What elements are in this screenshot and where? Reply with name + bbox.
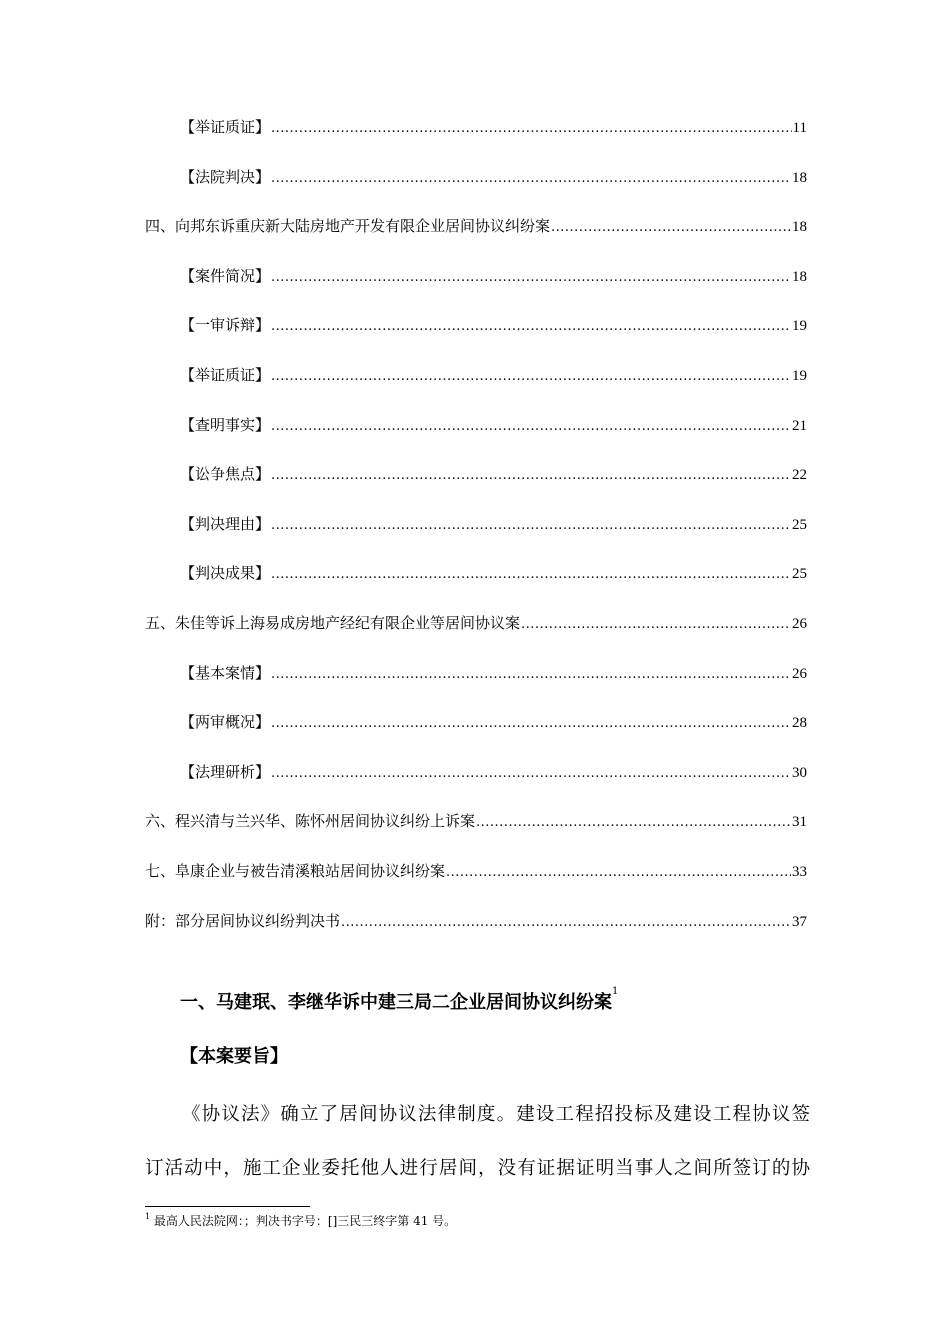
toc-entry-page: 28 [792,715,807,732]
toc-leader-dots [271,412,791,442]
toc-entry-title: 【法理研析】 [180,762,271,781]
toc-entry-page: 18 [792,169,807,186]
toc-entry-title: 【一审诉辩】 [180,316,271,335]
toc-entry[interactable] [145,162,807,212]
paragraph-line: 订活动中，施工企业委托他人进行居间，没有证据证明当事人之间所签订的协 [145,1158,810,1179]
toc-entry-title: 四、向邦东诉重庆新大陆房地产开发有限企业居间协议纠纷案 [145,217,551,236]
footnote [145,1212,456,1229]
toc-entry-title: 【案件简况】 [180,266,271,285]
toc-entry-page: 25 [792,566,807,583]
toc-leader-dots [271,511,791,541]
toc-entry[interactable] [145,410,807,460]
toc-entry-page: 30 [792,764,807,781]
toc-leader-dots [271,164,791,194]
toc-entry[interactable] [145,806,807,856]
toc-leader-dots [476,808,791,838]
toc-entry[interactable] [145,112,807,162]
toc-entry-page: 18 [792,219,807,236]
footnote-separator [145,1206,310,1207]
toc-leader-dots [271,114,792,144]
paragraph-line: 《协议法》确立了居间协议法律制度。建设工程招投标及建设工程协议签 [182,1104,810,1125]
toc-entry-page: 31 [792,814,807,831]
toc-leader-dots [341,908,791,938]
toc-entry-title: 五、朱佳等诉上海易成房地产经纪有限企业等居间协议案 [145,613,521,632]
toc-entry-page: 19 [792,367,807,384]
toc-leader-dots [521,610,791,640]
toc-entry[interactable] [145,856,807,906]
toc-entry[interactable] [145,707,807,757]
toc-leader-dots [271,660,791,690]
toc-entry[interactable] [145,757,807,807]
section-heading [180,988,618,1014]
toc-entry-page: 26 [792,665,807,682]
toc-leader-dots [271,263,791,293]
toc-entry-page: 33 [792,863,807,880]
toc-entry-page: 21 [792,417,807,434]
footnote-mark: 1 [145,1212,151,1221]
toc-entry[interactable] [145,310,807,360]
toc-entry[interactable] [145,360,807,410]
toc-entry-title: 六、程兴清与兰兴华、陈怀州居间协议纠纷上诉案 [145,812,476,831]
toc-leader-dots [271,759,791,789]
toc-entry-page: 18 [792,268,807,285]
toc-entry-title: 【查明事实】 [180,415,271,434]
toc-entry-page: 25 [792,516,807,533]
toc-entry-title: 【判决成果】 [180,564,271,583]
toc-leader-dots [271,362,791,392]
toc-entry-page: 19 [792,318,807,335]
toc-entry-page: 22 [792,467,807,484]
toc-leader-dots [551,213,791,243]
toc-leader-dots [446,858,791,888]
toc-leader-dots [271,709,791,739]
toc-entry-title: 【基本案情】 [180,663,271,682]
toc-entry[interactable] [145,509,807,559]
toc-entry-title: 附：部分居间协议纠纷判决书 [145,911,341,930]
toc-entry-title: 【讼争焦点】 [180,465,271,484]
toc-entry-title: 七、阜康企业与被告清溪粮站居间协议纠纷案 [145,861,446,880]
toc-entry-title: 【法院判决】 [180,167,271,186]
toc-entry[interactable] [145,261,807,311]
toc-entry[interactable] [145,211,807,261]
body-paragraph [145,1088,810,1196]
toc-entry-title: 【举证质证】 [180,118,271,136]
toc-entry-title: 【两审概况】 [180,713,271,732]
toc-entry-page: 11 [792,120,807,136]
toc-entry[interactable] [145,459,807,509]
toc-leader-dots [271,560,791,590]
toc-entry[interactable] [145,906,807,956]
toc-entry-title: 【判决理由】 [180,514,271,533]
section-subheading: 【本案要旨】 [180,1046,288,1067]
toc-leader-dots [271,461,791,491]
footnote-text: 最高人民法院网：；判决书字号：[]三民三终字第 41 号。 [153,1214,457,1228]
table-of-contents [145,112,807,955]
toc-entry-page: 26 [792,615,807,632]
toc-leader-dots [271,312,791,342]
toc-entry[interactable] [145,658,807,708]
footnote-reference[interactable]: 1 [612,986,619,997]
section-heading-text: 一、马建珉、李继华诉中建三局二企业居间协议纠纷案 [180,992,612,1013]
toc-entry[interactable] [145,558,807,608]
toc-entry[interactable] [145,608,807,658]
toc-entry-page: 37 [792,913,807,930]
toc-entry-title: 【举证质证】 [180,365,271,384]
